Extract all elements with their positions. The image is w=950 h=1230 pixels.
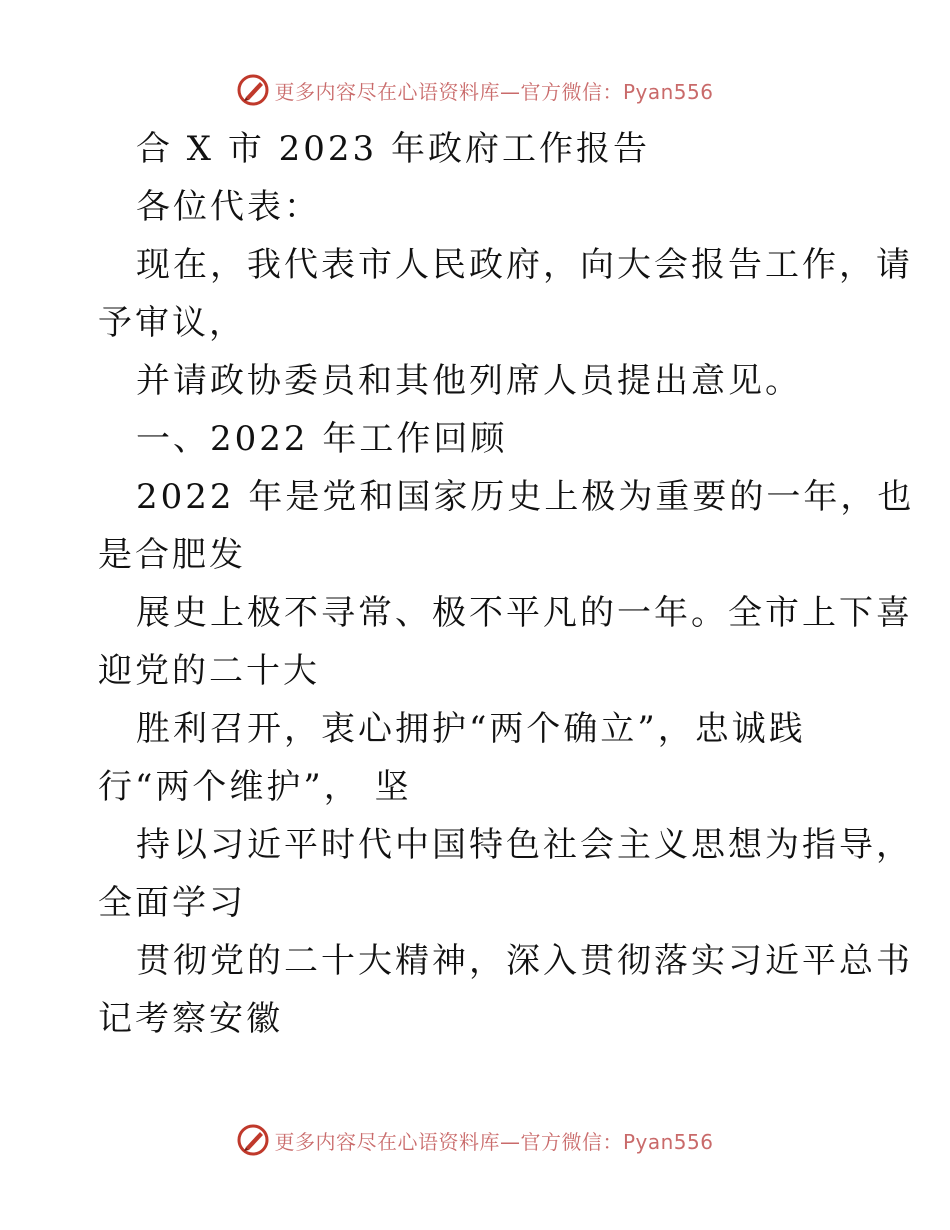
document-line-text: 胜利召开，衷心拥护“两个确立”，忠诚践 bbox=[136, 709, 806, 749]
document-line-text: 持以习近平时代中国特色社会主义思想为指导， bbox=[136, 825, 913, 865]
pen-logo-icon bbox=[236, 73, 270, 107]
document-line bbox=[98, 758, 858, 816]
footer-watermark bbox=[0, 1120, 950, 1160]
document-line bbox=[98, 874, 858, 932]
document-line bbox=[98, 352, 858, 410]
document-line-text: 是合肥发 bbox=[98, 535, 246, 575]
document-line bbox=[98, 410, 858, 468]
document-line bbox=[98, 932, 913, 990]
document-line bbox=[98, 642, 858, 700]
document-line-text: 予审议， bbox=[98, 303, 246, 343]
document-line bbox=[98, 236, 913, 294]
document-line-text: 合 X 市 2023 年政府工作报告 bbox=[136, 129, 650, 169]
footer-watermark-text: 更多内容尽在心语资料库—官方微信：Pyan556 bbox=[274, 1129, 714, 1154]
document-line-text: 记考察安徽 bbox=[98, 999, 283, 1039]
document-line-text: 全面学习 bbox=[98, 883, 246, 923]
document-line-text: 现在，我代表市人民政府，向大会报告工作，请 bbox=[136, 245, 913, 285]
document-line bbox=[98, 584, 913, 642]
document-line-text: 并请政协委员和其他列席人员提出意见。 bbox=[136, 361, 802, 401]
document-line-text: 一、2022 年工作回顾 bbox=[136, 419, 508, 459]
document-line bbox=[98, 178, 858, 236]
document-line-text: 展史上极不寻常、极不平凡的一年。全市上下喜 bbox=[136, 593, 913, 633]
document-line bbox=[98, 700, 858, 758]
document-line bbox=[98, 120, 858, 178]
header-watermark bbox=[0, 70, 950, 110]
document-line-text: 2022 年是党和国家历史上极为重要的一年，也 bbox=[136, 477, 915, 517]
document-line bbox=[98, 294, 858, 352]
document-line-text: 迎党的二十大 bbox=[98, 651, 320, 691]
document-line-text: 行“两个维护”， 坚 bbox=[98, 767, 412, 807]
document-line bbox=[98, 526, 858, 584]
document-line bbox=[98, 990, 858, 1048]
document-body bbox=[98, 120, 915, 1048]
document-line-text: 贯彻党的二十大精神，深入贯彻落实习近平总书 bbox=[136, 941, 913, 981]
document-line bbox=[98, 468, 915, 526]
document-line bbox=[98, 816, 913, 874]
header-watermark-text: 更多内容尽在心语资料库—官方微信：Pyan556 bbox=[274, 79, 714, 104]
pen-logo-icon bbox=[236, 1123, 270, 1157]
document-line-text: 各位代表： bbox=[136, 187, 321, 227]
